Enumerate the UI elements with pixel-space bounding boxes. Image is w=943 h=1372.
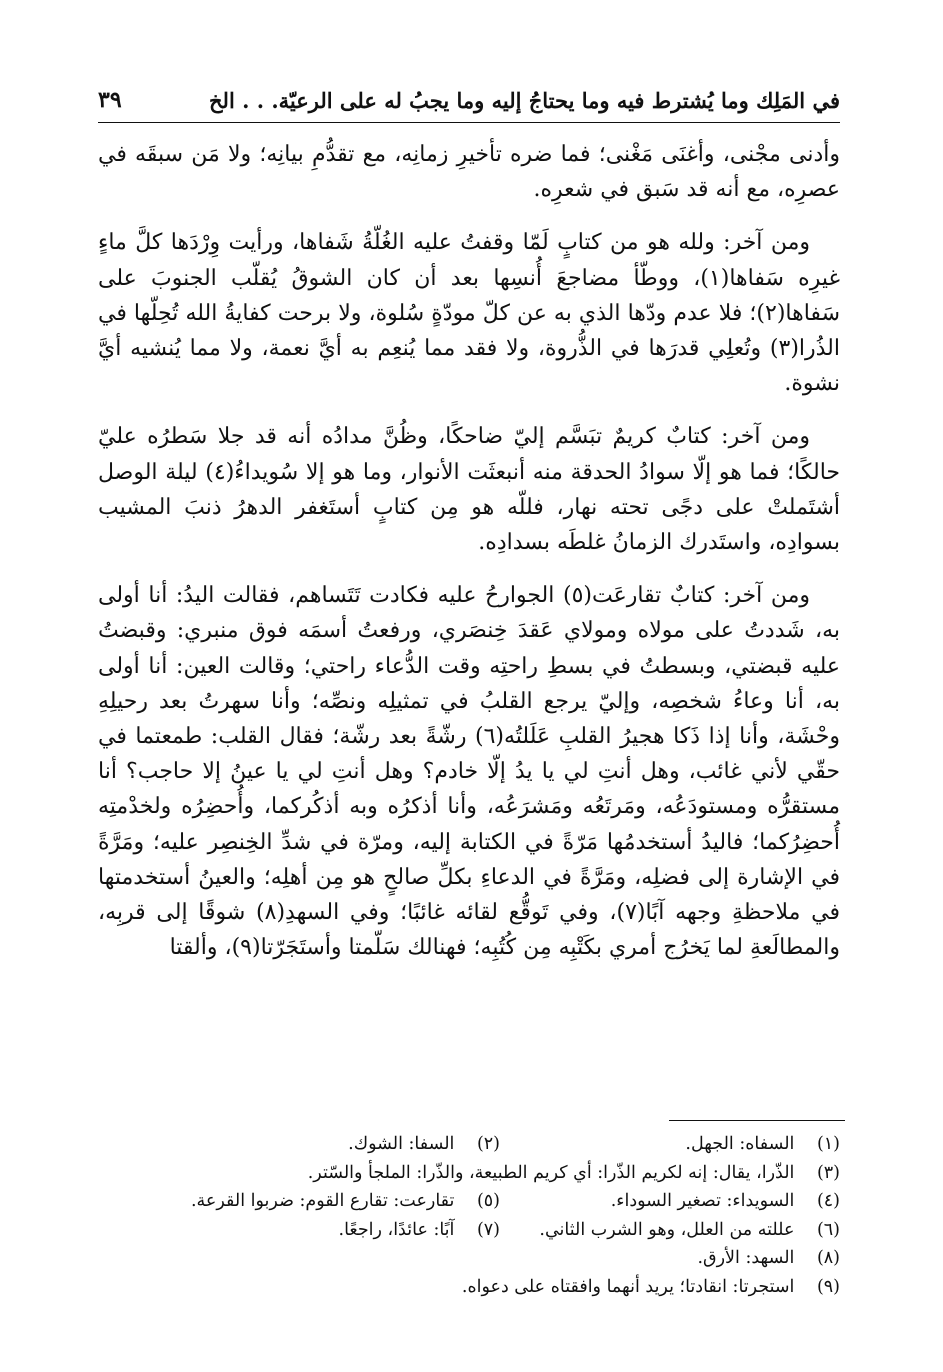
footnote-text: عللته من العلل، وهو الشرب الثاني. xyxy=(539,1219,795,1240)
footnote-text: السفاه: الجهل. xyxy=(685,1134,795,1154)
footnote-number: (٧) xyxy=(476,1219,500,1240)
paragraph-2: ومن آخر: ولله هو من كتابٍ لَمّا وقفتُ عليه الغُلّةُ شَفاها، ورأيت وِرْدَها كلَّ ماءٍ غيرِه سَفاها(١)، ووطّأ مضاجعَ أُنسِها بعد أن كان الشوقُ يُقلّب الجنوبَ على سَفاها(٢)؛ فلا عدم ودّها الذي به عن كلّ مودّةٍ سُلوة، ولا برحت كفايةُ الله تُحِلّها في الذُرا(٣) وتُعلِي قدرَها في الذُّروة، ولا فقد مما يُنعِم به أيَّ نعمة، ولا مما يُنشيه أيَّ نشوة. xyxy=(98,230,840,397)
footnote-7 xyxy=(339,1216,500,1245)
footnote-8 xyxy=(697,1244,840,1273)
footnote-3 xyxy=(308,1159,840,1188)
footnote-row xyxy=(98,1244,840,1273)
footnote-text: السهد: الأرق. xyxy=(697,1248,795,1268)
footnote-number: (٢) xyxy=(476,1134,500,1154)
footnote-1 xyxy=(500,1130,840,1159)
footnote-6 xyxy=(500,1216,840,1245)
footnote-5 xyxy=(191,1187,500,1216)
page-number: ٣٩ xyxy=(98,87,122,113)
footnote-number: (٩) xyxy=(816,1276,840,1297)
paragraph-3: ومن آخر: كتابٌ كريمٌ تبَسَّم إليّ ضاحكًا، وظُنَّ مدادُه أنه قد جلا سَطرُه عليّ حالكًا؛ فما هو إلّا سوادُ الحدقة منه أنبعثَت الأنوار، وما هو إلا سُويداءُ(٤) ليلة الوصل أشتَملتْ على دجًى تحته نهار، فللّه هو مِن كتابٍ أستَغفر الدهرُ ذنبَ المشيب بسوادِه، واستَدرك الزمانُ غلطَه بسدادِه. xyxy=(98,424,840,556)
footnote-4 xyxy=(500,1187,840,1216)
running-header xyxy=(98,78,840,123)
footnote-text: السفا: الشوك. xyxy=(348,1134,455,1154)
footnote-number: (٤) xyxy=(816,1191,840,1211)
footnote-number: (٥) xyxy=(476,1191,500,1211)
footnote-row xyxy=(98,1216,840,1245)
footnote-number: (٦) xyxy=(816,1219,840,1240)
footnote-number: (١) xyxy=(816,1134,840,1154)
footnote-text: الذّرا، يقال: إنه لكريم الذّرا: أي كريم الطبيعة، والذّرا: الملجأ والسّتر. xyxy=(307,1162,795,1183)
footnote-divider xyxy=(669,1120,845,1121)
main-text xyxy=(98,137,840,983)
footnote-9 xyxy=(462,1273,840,1302)
footnote-number: (٣) xyxy=(816,1162,840,1183)
footnote-text: تقارعت: تقارع القوم: ضربوا القرعة. xyxy=(190,1191,455,1211)
footnote-row xyxy=(98,1273,840,1302)
footnote-text: آبًا: عائدًا، راجعًا. xyxy=(338,1219,455,1240)
paragraph-1: وأدنى مجْنى، وأغنَى مَغْنى؛ فما ضره تأخيرِ زمانِه، مع تقدُّمِ بيانِه؛ ولا مَن سبقَه في عصرِه، مع أنه قد سَبق في شعرِه. xyxy=(98,142,840,203)
header-title: في المَلِك وما يُشترط فيه وما يحتاجُ إليه وما يجبُ له على الرعيّة. . . الخ xyxy=(208,87,840,113)
footnotes xyxy=(98,1130,840,1301)
footnote-row xyxy=(98,1187,840,1216)
footnote-2 xyxy=(348,1130,500,1159)
paragraph-4: ومن آخر: كتابٌ تقارعَت(٥) الجوارحُ عليه فكادت تَتَساهم، فقالت اليدُ: أنا أولى به، شَددتُ على مولاه ومولاي عَقدَ خِنصَري، ورفعتُ أسمَه فوق منبري: وقبضتُ عليه قبضتي، وبسطتُ في بسطِ راحتِه وقت الدُّعاء راحتي؛ وقالت العين: أنا أولى به، أنا وعاءُ شخصِه، وإليّ يرجع القلبُ في تمثيلِه ونصِّه؛ وأنا سهرتُ بعد رحيلِهِ وحْشَة، وأنا إذا ذَكا هجيرُ القلبِ عَلَلتُه(٦) رشّةً بعد رشّة؛ فقال القلب: طمعتما في حقّي لأني غائب، وهل أنتِ لي يا يدُ إلّا خادم؟ وهل أنتِ لي يا عينُ إلا حاجب؟ أنا مستقرُّه ومستودَعُه، ومَرتَعُه ومَشرَعُه، وأنا أذكرُه وبه أذكُركما، وأُحضِرُه ولخدْمتِه أُحضِرُكما؛ فاليدُ أستخدمُها مَرّةً في الكتابة إليه، ومرّة في شدِّ الخِنصِر عليه؛ ومَرَّةً في الإشارة إلى فضلِه، ومَرَّةً في الدعاءِ بكلِّ صالحٍ هو مِن أهلِه؛ والعينُ أستخدمتها في ملاحظةِ وجهه آبًا(٧)، وفي تَوقُّع لقائه غائبًا؛ وفي السهدِ(٨) شوقًا إلى قربِه، والمطالَعةِ لما يَخرُج أمري بكَتْبِه مِن كُتُبِه؛ فهنالك سَلّمتا وأستَجَرّتا(٩)، وألقتا xyxy=(98,583,840,961)
footnote-text: استجرتا: انقادتا؛ يريد أنهما وافقتاه على دعواه. xyxy=(461,1276,795,1297)
footnote-row xyxy=(98,1159,840,1188)
footnote-row xyxy=(98,1130,840,1159)
footnote-text: السويداء: تصغير السوداء. xyxy=(610,1191,795,1211)
footnote-number: (٨) xyxy=(816,1248,840,1268)
